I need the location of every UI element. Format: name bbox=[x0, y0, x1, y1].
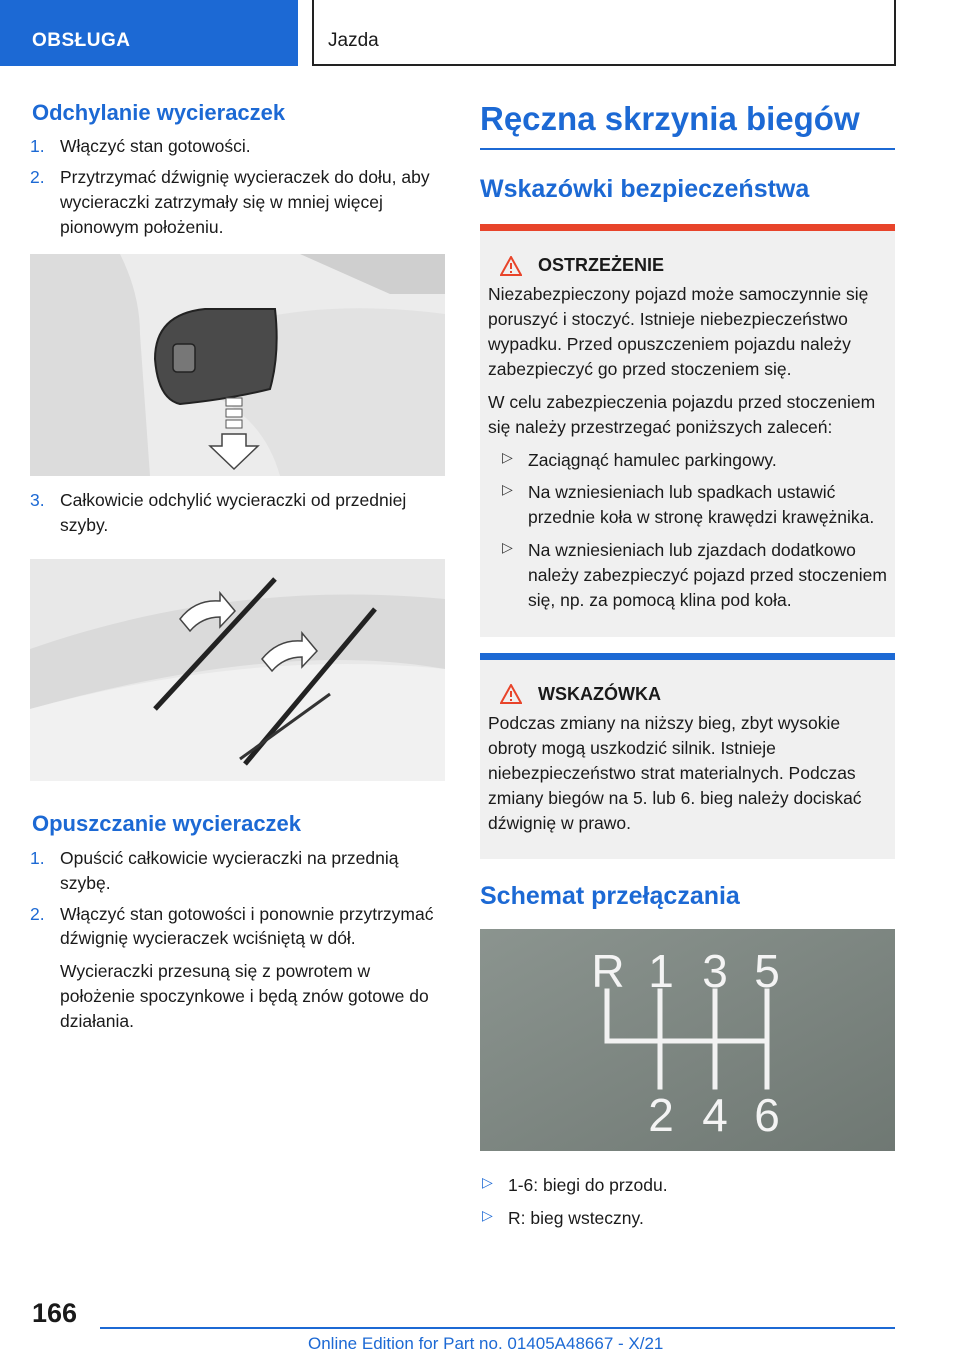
warning-text: Niezabezpieczony pojazd może samoczynnie się poruszyć i stoczyć. Istnieje niebezpieczeństwo wypadku. Przed opuszczeniem pojazdu należy zabezpieczyć go przed stoczeniem się. bbox=[488, 284, 869, 380]
step-note: Wycieraczki przesuną się z powrotem w położenie spoczynkowe i będą znów gotowe do działania. bbox=[60, 961, 429, 1031]
list-item bbox=[30, 902, 445, 1034]
lower-wipers-heading: Opuszczanie wycieraczek bbox=[32, 811, 302, 837]
list-item bbox=[30, 846, 445, 896]
gear-label-bottom: 2 bbox=[648, 1089, 674, 1142]
shift-pattern-diagram bbox=[480, 929, 895, 1151]
triangle-bullet-icon: ▷ bbox=[502, 539, 513, 556]
warning-box bbox=[480, 224, 895, 637]
right-column bbox=[480, 100, 895, 1239]
list-item bbox=[30, 488, 445, 538]
left-column bbox=[30, 100, 445, 1040]
step-text: Włączyć stan gotowości. bbox=[60, 136, 251, 157]
shift-scheme-heading: Schemat przełączania bbox=[480, 882, 740, 911]
list-item bbox=[488, 480, 887, 530]
tilt-wipers-heading: Odchylanie wycieraczek bbox=[32, 100, 286, 125]
footer-edition: Online Edition for Part no. 01405A48667 - X/21 bbox=[308, 1334, 664, 1353]
tilt-steps-list-continued bbox=[30, 488, 445, 538]
list-item-text: 1-6: biegi do przodu. bbox=[508, 1175, 668, 1196]
section-tab bbox=[0, 0, 298, 66]
page-title: Ręczna skrzynia biegów bbox=[480, 100, 895, 150]
list-item bbox=[488, 538, 887, 613]
step-text: Przytrzymać dźwignię wycieraczek do dołu, aby wycieraczki zatrzymały się w mniej więcej pionowym położeniu. bbox=[60, 167, 430, 237]
gear-label-bottom: 4 bbox=[702, 1089, 728, 1142]
gear-label-top: 5 bbox=[754, 945, 780, 998]
list-item-text: Na wzniesieniach lub spadkach ustawić przednie koła w stronę krawędzi krawężnika. bbox=[528, 482, 875, 528]
lower-steps-list bbox=[30, 846, 445, 1034]
chapter-label: Jazda bbox=[328, 30, 379, 51]
notice-text: Podczas zmiany na niższy bieg, zbyt wysokie obroty mogą uszkodzić silnik. Istnieje niebezpieczeństwo strat materialnych. Podczas zmiany biegów na 5. lub 6. bieg należy dociskać dźwignię w prawo. bbox=[488, 713, 862, 833]
step-text: Całkowicie odchylić wycieraczki od przedniej szyby. bbox=[60, 489, 407, 535]
scheme-legend-list bbox=[480, 1173, 895, 1231]
step-text: Opuścić całkowicie wycieraczki na przednią szybę. bbox=[60, 847, 399, 893]
step-number: 3. bbox=[30, 489, 45, 510]
triangle-bullet-icon: ▷ bbox=[482, 1174, 493, 1191]
safety-heading: Wskazówki bezpieczeństwa bbox=[480, 174, 810, 203]
notice-header bbox=[488, 682, 887, 708]
gear-label-top: R bbox=[591, 945, 625, 998]
tilt-steps-list bbox=[30, 134, 445, 239]
notice-box bbox=[480, 653, 895, 860]
step-number: 1. bbox=[30, 136, 45, 157]
step-number: 2. bbox=[30, 167, 45, 188]
wiper-lever-illustration bbox=[30, 254, 445, 476]
windshield-wipers-illustration bbox=[30, 559, 445, 781]
gear-label-bottom: 6 bbox=[754, 1089, 780, 1142]
section-label: OBSŁUGA bbox=[32, 30, 131, 51]
list-item bbox=[480, 1206, 895, 1231]
gear-label-top: 3 bbox=[702, 945, 728, 998]
list-item bbox=[480, 1173, 895, 1198]
triangle-bullet-icon: ▷ bbox=[502, 481, 513, 498]
triangle-bullet-icon: ▷ bbox=[502, 448, 513, 465]
warning-text-2: W celu zabezpieczenia pojazdu przed stoczeniem się należy przestrzegać poniższych zaleceń: bbox=[488, 391, 876, 437]
footer-divider bbox=[100, 1327, 895, 1329]
step-text: Włączyć stan gotowości i ponownie przytrzymać dźwignię wycieraczek wciśniętą w dół. bbox=[60, 903, 434, 949]
list-item bbox=[30, 165, 445, 240]
notice-label: WSKAZÓWKA bbox=[538, 683, 661, 704]
chapter-header bbox=[312, 0, 896, 66]
warning-list bbox=[488, 448, 887, 613]
notice-triangle-icon bbox=[500, 684, 522, 704]
page-number: 166 bbox=[32, 1298, 78, 1328]
step-number: 2. bbox=[30, 903, 45, 924]
warning-triangle-icon bbox=[500, 256, 522, 276]
warning-header bbox=[488, 253, 887, 279]
list-item-text: Na wzniesieniach lub zjazdach dodatkowo należy zabezpieczyć pojazd przed stoczeniem się, np. za pomocą klina pod koła. bbox=[528, 540, 887, 610]
gear-label-top: 1 bbox=[648, 945, 674, 998]
step-number: 1. bbox=[30, 847, 45, 868]
list-item-text: R: bieg wsteczny. bbox=[508, 1208, 644, 1229]
list-item bbox=[30, 134, 445, 159]
triangle-bullet-icon: ▷ bbox=[482, 1207, 493, 1224]
list-item-text: Zaciągnąć hamulec parkingowy. bbox=[528, 449, 777, 470]
list-item bbox=[488, 448, 887, 473]
warning-label: OSTRZEŻENIE bbox=[538, 254, 665, 275]
